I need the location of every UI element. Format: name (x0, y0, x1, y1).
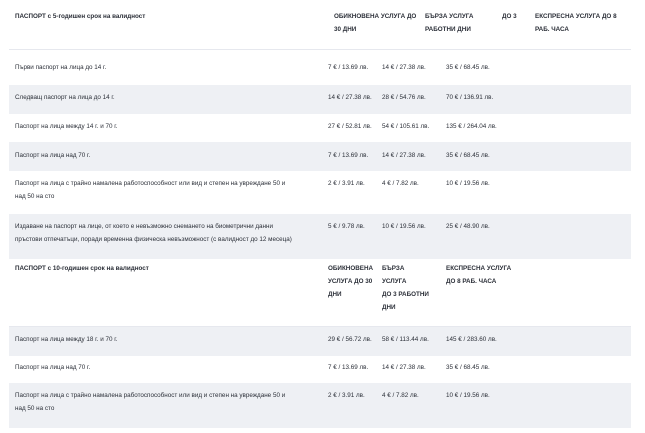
table-row (9, 327, 631, 356)
table-header-10-year (9, 259, 631, 327)
table-row (9, 142, 631, 171)
price-fast: 14 € / 27.38 лв. (382, 152, 426, 159)
price-normal: 2 € / 3.91 лв. (328, 392, 365, 399)
column-header-normal: 30 ДНИ (334, 26, 357, 33)
row-label: Паспорт на лица с трайно намалена работоспособност или вид и степен на увреждане 50 и (15, 392, 286, 399)
row-label: Издаване на паспорт на лице, от което е невъзможно снемането на биометрични данни (15, 223, 274, 230)
price-fast: 54 € / 105.61 лв. (382, 123, 430, 130)
table-row (9, 214, 631, 259)
row-label-continued: пръстови отпечатъци, поради временна физическа невъзможност (с валидност до 12 месеца) (15, 236, 292, 243)
column-header-normal: ОБИКНОВЕНА (328, 265, 374, 272)
price-express: 35 € / 68.45 лв. (446, 152, 490, 159)
column-header-fast: ДО 3 РАБОТНИ (382, 291, 429, 298)
column-header-normal: ОБИКНОВЕНА УСЛУГА ДО (334, 13, 417, 20)
row-label: Паспорт на лица между 18 г. и 70 г. (15, 336, 118, 343)
price-fast: 58 € / 113.44 лв. (382, 336, 429, 343)
price-fast: 14 € / 27.38 лв. (382, 364, 426, 371)
table-row (9, 114, 631, 142)
price-express: 145 € / 283.60 лв. (446, 336, 497, 343)
table-row (9, 85, 631, 114)
table-row (9, 356, 631, 383)
price-fast: 4 € / 7.82 лв. (382, 392, 419, 399)
price-express: 70 € / 136.91 лв. (446, 94, 494, 101)
price-normal: 29 € / 56.72 лв. (328, 336, 372, 343)
column-header-fast: БЪРЗА (382, 265, 405, 272)
row-label: Следващ паспорт на лица до 14 г. (15, 94, 115, 101)
row-label: Паспорт на лица между 14 г. и 70 г. (15, 123, 118, 130)
column-header-express: РАБ. ЧАСА (535, 26, 569, 33)
section-title-5-year: ПАСПОРТ с 5-годишен срок на валидност (15, 13, 146, 20)
column-header-fast: БЪРЗА УСЛУГА (425, 13, 474, 20)
table-row (9, 54, 631, 85)
price-fast: 4 € / 7.82 лв. (382, 180, 419, 187)
column-header-normal: ДНИ (328, 291, 342, 298)
row-label: Паспорт на лица с трайно намалена работоспособност или вид и степен на увреждане 50 и (15, 180, 286, 187)
table-header-5-year (9, 6, 631, 50)
column-header-fast: ДНИ (382, 304, 396, 311)
price-express: 35 € / 68.45 лв. (446, 364, 490, 371)
row-label-continued: над 50 на сто (15, 193, 55, 200)
price-express: 25 € / 48.90 лв. (446, 223, 490, 230)
price-express: 135 € / 264.04 лв. (446, 123, 497, 130)
column-header-normal: УСЛУГА ДО 30 (328, 278, 373, 285)
price-normal: 14 € / 27.38 лв. (328, 94, 372, 101)
price-express: 35 € / 68.45 лв. (446, 64, 490, 71)
price-normal: 7 € / 13.69 лв. (328, 364, 369, 371)
price-fast: 10 € / 19.56 лв. (382, 223, 426, 230)
price-normal: 7 € / 13.69 лв. (328, 152, 369, 159)
column-header-express: ЕКСПРЕСНА УСЛУГА (446, 265, 512, 272)
price-normal: 2 € / 3.91 лв. (328, 180, 365, 187)
price-normal: 27 € / 52.81 лв. (328, 123, 372, 130)
price-fast: 14 € / 27.38 лв. (382, 64, 426, 71)
column-header-fast: УСЛУГА (382, 278, 407, 285)
row-label: Първи паспорт на лица до 14 г. (15, 64, 107, 71)
table-row (9, 383, 631, 428)
column-header-fast: РАБОТНИ ДНИ (425, 26, 471, 33)
row-label-continued: над 50 на сто (15, 405, 55, 412)
price-normal: 7 € / 13.69 лв. (328, 64, 369, 71)
row-label: Паспорт на лица над 70 г. (15, 364, 91, 371)
price-normal: 5 € / 9.78 лв. (328, 223, 365, 230)
price-express: 10 € / 19.56 лв. (446, 392, 490, 399)
price-fast: 28 € / 54.76 лв. (382, 94, 426, 101)
row-label: Паспорт на лица над 70 г. (15, 152, 91, 159)
column-header-fast: ДО 3 (502, 13, 517, 20)
section-title-10-year: ПАСПОРТ с 10-годишен срок на валидност (15, 265, 149, 272)
column-header-express: ЕКСПРЕСНА УСЛУГА ДО 8 (535, 13, 617, 20)
column-header-express: ДО 8 РАБ. ЧАСА (446, 278, 497, 285)
price-express: 10 € / 19.56 лв. (446, 180, 490, 187)
table-row (9, 171, 631, 214)
